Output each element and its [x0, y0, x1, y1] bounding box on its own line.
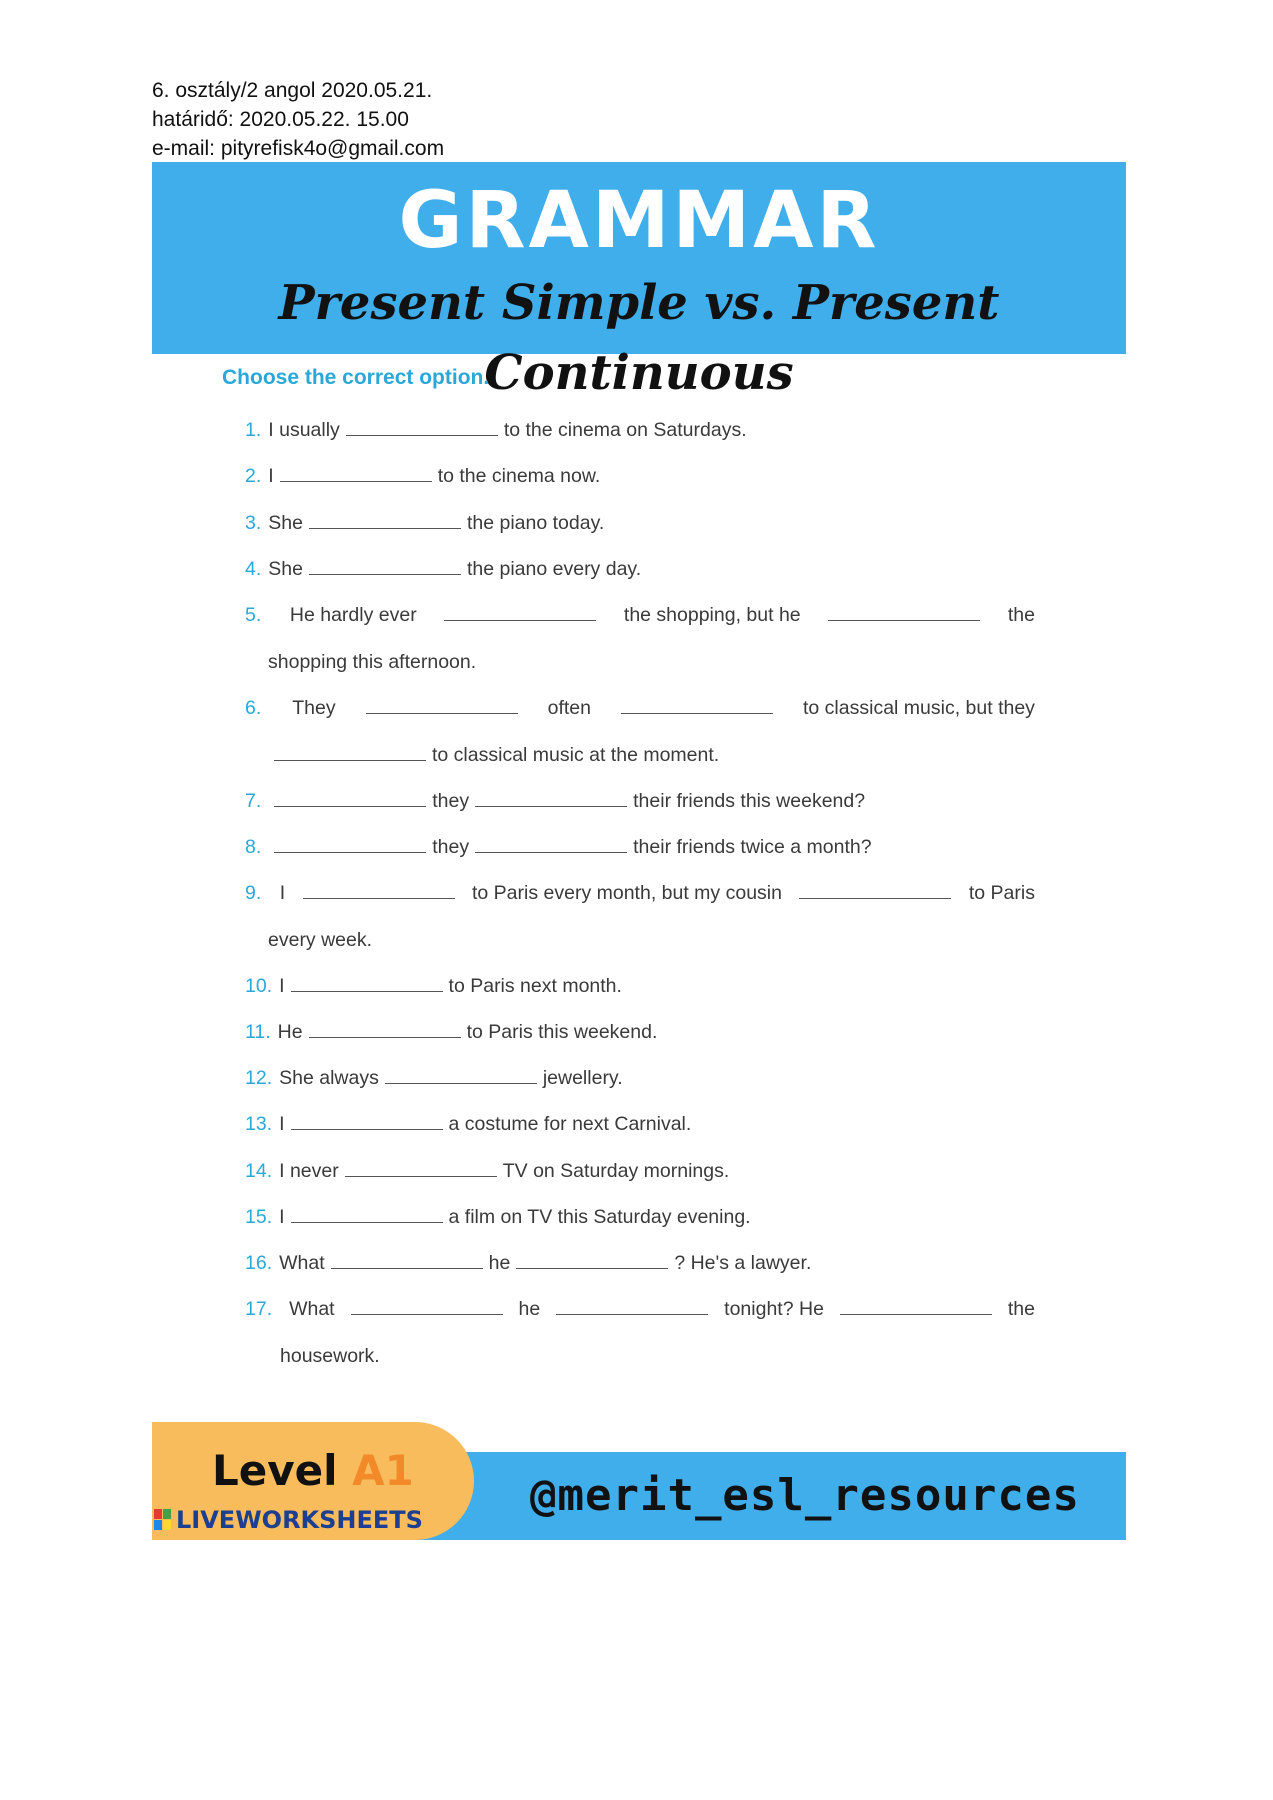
exercise-text: a film on TV this Saturday evening. — [448, 1206, 751, 1228]
exercise-text: the shopping, but he — [623, 604, 801, 626]
exercise-line — [245, 1203, 1035, 1231]
exercise-text: shopping this afternoon. — [268, 651, 477, 673]
answer-blank[interactable] — [621, 712, 773, 714]
exercise-text: to Paris next month. — [448, 975, 622, 997]
exercise-number: 7. — [245, 790, 262, 812]
exercise-line — [245, 1342, 1035, 1370]
exercise-text: to classical music at the moment. — [432, 744, 720, 766]
exercise-text: he — [518, 1298, 541, 1320]
exercise-number: 17. — [245, 1298, 273, 1320]
exercise-text: I — [279, 1206, 285, 1228]
deadline-line: határidő: 2020.05.22. 15.00 — [152, 108, 409, 131]
exercise-item — [245, 1249, 1035, 1277]
exercise-text: they — [432, 836, 470, 858]
answer-blank[interactable] — [346, 434, 498, 436]
answer-blank[interactable] — [366, 712, 518, 714]
exercise-text: What — [289, 1298, 335, 1320]
exercise-text: every week. — [268, 929, 373, 951]
level-value: A1 — [352, 1446, 414, 1495]
exercise-text: tonight? He — [724, 1298, 824, 1320]
answer-blank[interactable] — [309, 573, 461, 575]
exercise-number: 1. — [245, 419, 262, 441]
answer-blank[interactable] — [444, 619, 596, 621]
answer-blank[interactable] — [274, 805, 426, 807]
exercise-text: their friends twice a month? — [633, 836, 872, 858]
exercise-line — [245, 1157, 1035, 1185]
exercise-text: to Paris — [968, 882, 1035, 904]
exercise-text: jewellery. — [542, 1067, 623, 1089]
exercise-line — [245, 1064, 1035, 1092]
exercise-text: the piano today. — [466, 512, 605, 534]
exercise-text: She — [268, 558, 303, 580]
answer-blank[interactable] — [331, 1267, 483, 1269]
exercise-item — [245, 1064, 1035, 1092]
exercise-line — [245, 741, 1035, 769]
exercise-text: I — [268, 465, 274, 487]
exercise-text: the — [1007, 1298, 1035, 1320]
exercise-item — [245, 1157, 1035, 1185]
answer-blank[interactable] — [556, 1313, 708, 1315]
exercise-number: 4. — [245, 558, 262, 580]
answer-blank[interactable] — [280, 480, 432, 482]
answer-blank[interactable] — [516, 1267, 668, 1269]
exercise-number: 6. — [245, 697, 262, 719]
answer-blank[interactable] — [309, 1036, 461, 1038]
exercise-line — [245, 462, 1035, 490]
liveworksheets-text: LIVEWORKSHEETS — [176, 1506, 423, 1534]
answer-blank[interactable] — [291, 1221, 443, 1223]
exercise-number: 15. — [245, 1206, 273, 1228]
answer-blank[interactable] — [274, 759, 426, 761]
exercise-number: 2. — [245, 465, 262, 487]
social-handle: @merit_esl_resources — [530, 1470, 1080, 1521]
exercise-text: ? He's a lawyer. — [674, 1252, 812, 1274]
answer-blank[interactable] — [345, 1175, 497, 1177]
exercise-text: I never — [279, 1160, 339, 1182]
exercise-item — [245, 555, 1035, 583]
exercise-text: I — [279, 1113, 285, 1135]
answer-blank[interactable] — [828, 619, 980, 621]
exercise-text: She always — [279, 1067, 379, 1089]
exercise-number: 8. — [245, 836, 262, 858]
exercise-item — [245, 509, 1035, 537]
exercise-number: 5. — [245, 604, 262, 626]
exercise-text: to Paris this weekend. — [466, 1021, 658, 1043]
exercise-text: housework. — [280, 1345, 380, 1367]
exercise-item — [245, 462, 1035, 490]
exercise-text: TV on Saturday mornings. — [502, 1160, 730, 1182]
answer-blank[interactable] — [385, 1082, 537, 1084]
exercise-text: He — [277, 1021, 303, 1043]
exercise-line — [245, 833, 1035, 861]
exercise-line — [245, 787, 1035, 815]
exercise-item — [245, 787, 1035, 815]
assignment-info — [152, 76, 444, 163]
exercise-text: to Paris every month, but my cousin — [472, 882, 782, 904]
answer-blank[interactable] — [840, 1313, 992, 1315]
liveworksheets-logo — [154, 1506, 423, 1534]
exercise-line — [245, 926, 1035, 954]
exercise-item — [245, 972, 1035, 1000]
exercise-item — [245, 694, 1035, 769]
exercise-item — [245, 416, 1035, 444]
exercise-text: to the cinema on Saturdays. — [503, 419, 747, 441]
exercise-number: 3. — [245, 512, 262, 534]
exercise-text: to the cinema now. — [437, 465, 601, 487]
exercise-text: their friends this weekend? — [633, 790, 866, 812]
answer-blank[interactable] — [309, 527, 461, 529]
answer-blank[interactable] — [274, 851, 426, 853]
answer-blank[interactable] — [475, 805, 627, 807]
exercise-line — [245, 879, 1035, 907]
banner-title: GRAMMAR — [398, 176, 880, 266]
instruction-text: Choose the correct option. — [222, 366, 490, 389]
exercise-item — [245, 833, 1035, 861]
exercise-line — [245, 1295, 1035, 1323]
exercise-text: he — [488, 1252, 511, 1274]
footer-level-badge — [152, 1422, 474, 1540]
exercise-item — [245, 601, 1035, 676]
answer-blank[interactable] — [291, 1128, 443, 1130]
answer-blank[interactable] — [799, 897, 951, 899]
exercise-number: 13. — [245, 1113, 273, 1135]
exercise-text: I — [279, 882, 286, 904]
exercise-text: they — [432, 790, 470, 812]
level-label — [212, 1446, 414, 1495]
exercise-number: 9. — [245, 882, 262, 904]
exercise-line — [245, 601, 1035, 629]
exercise-text: They — [292, 697, 336, 719]
exercise-text: the piano every day. — [466, 558, 642, 580]
exercise-line — [245, 1249, 1035, 1277]
exercise-text: What — [279, 1252, 325, 1274]
level-word: Level — [212, 1446, 338, 1495]
answer-blank[interactable] — [291, 990, 443, 992]
exercise-text: often — [547, 697, 591, 719]
exercise-number: 14. — [245, 1160, 273, 1182]
exercise-number: 16. — [245, 1252, 273, 1274]
exercise-text: the — [1007, 604, 1035, 626]
exercise-line — [245, 972, 1035, 1000]
banner-subtitle: Present Simple vs. Present Continuous — [278, 275, 1000, 401]
exercise-number: 12. — [245, 1067, 273, 1089]
exercise-line — [245, 555, 1035, 583]
exercise-text: to classical music, but they — [803, 697, 1035, 719]
class-line: 6. osztály/2 angol 2020.05.21. — [152, 79, 433, 102]
exercise-line — [245, 1018, 1035, 1046]
exercise-number: 10. — [245, 975, 273, 997]
exercise-text: I — [279, 975, 285, 997]
exercise-text: I usually — [268, 419, 340, 441]
answer-blank[interactable] — [475, 851, 627, 853]
exercise-number: 11. — [245, 1021, 271, 1043]
exercise-item — [245, 879, 1035, 954]
answer-blank[interactable] — [303, 897, 455, 899]
exercise-text: a costume for next Carnival. — [448, 1113, 692, 1135]
exercise-text: He hardly ever — [289, 604, 417, 626]
exercise-item — [245, 1295, 1035, 1370]
email-line: e-mail: pityrefisk4o@gmail.com — [152, 137, 445, 160]
exercise-line — [245, 648, 1035, 676]
exercise-item — [245, 1203, 1035, 1231]
answer-blank[interactable] — [351, 1313, 503, 1315]
exercise-line — [245, 694, 1035, 722]
exercise-line — [245, 1110, 1035, 1138]
liveworksheets-icon — [154, 1509, 172, 1531]
exercise-item — [245, 1018, 1035, 1046]
exercise-line — [245, 509, 1035, 537]
exercise-line — [245, 416, 1035, 444]
exercise-text: She — [268, 512, 303, 534]
exercise-item — [245, 1110, 1035, 1138]
